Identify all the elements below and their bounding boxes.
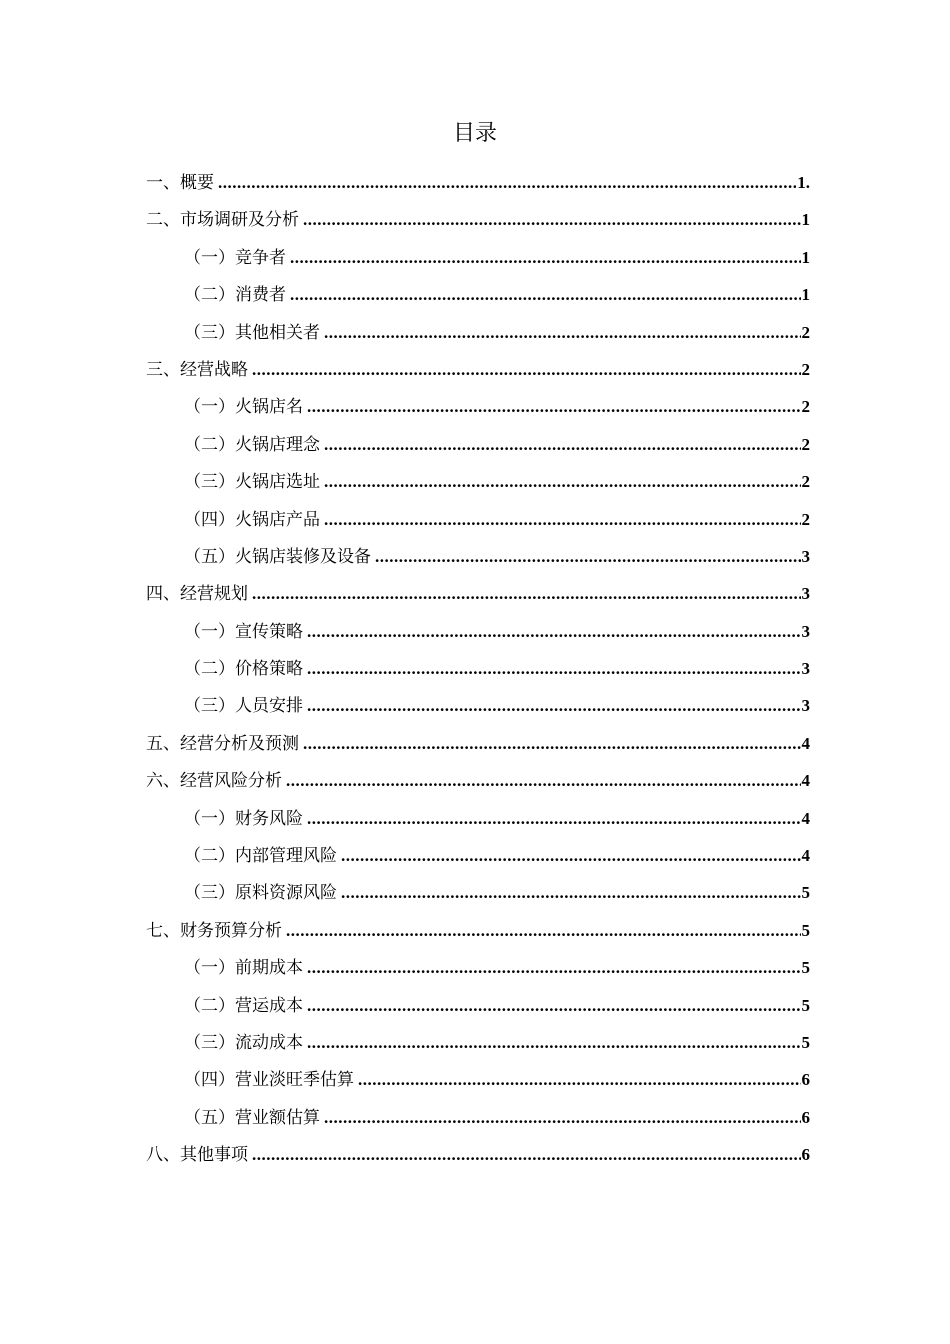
toc-entry[interactable] bbox=[146, 579, 810, 616]
toc-entry[interactable] bbox=[146, 953, 810, 990]
toc-leader-dots bbox=[252, 579, 801, 609]
toc-entry[interactable] bbox=[146, 467, 810, 504]
toc-entry-page-number: 6 bbox=[801, 1070, 810, 1090]
toc-leader-dots bbox=[286, 916, 801, 946]
toc-entry-label: （四）火锅店产品 bbox=[184, 509, 320, 530]
toc-leader-dots bbox=[375, 542, 801, 572]
toc-leader-dots bbox=[303, 205, 801, 235]
toc-leader-dots bbox=[286, 766, 801, 796]
toc-entry[interactable] bbox=[146, 318, 810, 355]
toc-leader-dots bbox=[307, 804, 801, 834]
toc-entry-label: 六、经营风险分析 bbox=[146, 771, 282, 792]
toc-entry-page-number: 3 bbox=[801, 659, 810, 679]
toc-entry-label: （四）营业淡旺季估算 bbox=[184, 1070, 354, 1091]
toc-entry-label: （二）火锅店理念 bbox=[184, 434, 320, 455]
toc-leader-dots bbox=[324, 505, 801, 535]
toc-entry-label: 七、财务预算分析 bbox=[146, 920, 282, 941]
toc-entry[interactable] bbox=[146, 1065, 810, 1102]
toc-entry-label: （三）火锅店选址 bbox=[184, 472, 320, 493]
toc-leader-dots bbox=[307, 392, 801, 422]
toc-entry[interactable] bbox=[146, 505, 810, 542]
toc-entry[interactable] bbox=[146, 430, 810, 467]
toc-entry-page-number: 5 bbox=[801, 883, 810, 903]
toc-entry-page-number: 5 bbox=[801, 995, 810, 1015]
toc-entry-label: （三）流动成本 bbox=[184, 1032, 303, 1053]
toc-entry-label: （一）宣传策略 bbox=[184, 621, 303, 642]
toc-entry-label: （五）火锅店装修及设备 bbox=[184, 546, 371, 567]
toc-entry-label: （一）前期成本 bbox=[184, 958, 303, 979]
toc-entry-label: （三）其他相关者 bbox=[184, 322, 320, 343]
toc-leader-dots bbox=[252, 1140, 801, 1170]
toc-leader-dots bbox=[324, 467, 801, 497]
toc-leader-dots bbox=[341, 841, 801, 871]
toc-leader-dots bbox=[252, 355, 801, 385]
toc-entry-page-number: 1 bbox=[801, 210, 810, 230]
toc-entry-page-number: 4 bbox=[801, 733, 810, 753]
toc-entry-label: 三、经营战略 bbox=[146, 359, 248, 380]
toc-leader-dots bbox=[324, 1103, 801, 1133]
toc-entry-page-number: 1 bbox=[801, 285, 810, 305]
toc-entry-label: （三）原料资源风险 bbox=[184, 883, 337, 904]
toc-entry-page-number: 4 bbox=[801, 771, 810, 791]
toc-entry-page-number: 2 bbox=[801, 472, 810, 492]
toc-entry[interactable] bbox=[146, 542, 810, 579]
toc-leader-dots bbox=[290, 280, 801, 310]
toc-entry[interactable] bbox=[146, 991, 810, 1028]
toc-leader-dots bbox=[341, 878, 801, 908]
toc-leader-dots bbox=[307, 1028, 801, 1058]
toc-entry-page-number: 1. bbox=[797, 173, 810, 192]
toc-leader-dots bbox=[324, 430, 801, 460]
toc-entry[interactable] bbox=[146, 392, 810, 429]
toc-entry-page-number: 3 bbox=[801, 621, 810, 641]
toc-leader-dots bbox=[307, 654, 801, 684]
toc-entry-page-number: 4 bbox=[801, 846, 810, 866]
toc-entry[interactable] bbox=[146, 205, 810, 242]
toc-entry-page-number: 3 bbox=[801, 546, 810, 566]
toc-entry-label: （一）竞争者 bbox=[184, 247, 286, 268]
toc-entry-page-number: 5 bbox=[801, 958, 810, 978]
toc-entry-label: 八、其他事项 bbox=[146, 1145, 248, 1166]
toc-entry-label: （二）内部管理风险 bbox=[184, 846, 337, 867]
toc-entry-page-number: 2 bbox=[801, 434, 810, 454]
page-title: 目录 bbox=[452, 121, 497, 146]
toc-entry-label: 五、经营分析及预测 bbox=[146, 733, 299, 754]
toc-entry-page-number: 4 bbox=[801, 808, 810, 828]
toc-leader-dots bbox=[307, 691, 801, 721]
toc-leader-dots bbox=[307, 991, 801, 1021]
toc-entry-label: 二、市场调研及分析 bbox=[146, 210, 299, 231]
toc-entry-page-number: 5 bbox=[801, 1032, 810, 1052]
toc-leader-dots bbox=[324, 318, 801, 348]
toc-entry-page-number: 2 bbox=[801, 397, 810, 417]
toc-entry-page-number: 6 bbox=[801, 1145, 810, 1165]
toc-entry-page-number: 3 bbox=[801, 696, 810, 716]
toc-entry[interactable] bbox=[146, 1140, 810, 1177]
toc-entry-label: 一、概要 bbox=[146, 173, 214, 193]
toc-leader-dots bbox=[358, 1065, 801, 1095]
toc-entry[interactable] bbox=[146, 617, 810, 654]
toc-entry-page-number: 2 bbox=[801, 509, 810, 529]
toc-entry-label: （一）财务风险 bbox=[184, 808, 303, 829]
toc-entry-label: （五）营业额估算 bbox=[184, 1107, 320, 1128]
table-of-contents bbox=[146, 168, 810, 1178]
toc-entry[interactable] bbox=[146, 654, 810, 691]
toc-entry-label: （三）人员安排 bbox=[184, 696, 303, 717]
toc-entry[interactable] bbox=[146, 766, 810, 803]
toc-entry[interactable] bbox=[146, 1028, 810, 1065]
toc-entry-label: （二）价格策略 bbox=[184, 659, 303, 680]
toc-entry-page-number: 3 bbox=[801, 584, 810, 604]
toc-entry-label: （一）火锅店名 bbox=[184, 397, 303, 418]
toc-leader-dots bbox=[303, 729, 801, 759]
toc-entry-label: （二）营运成本 bbox=[184, 995, 303, 1016]
toc-entry[interactable] bbox=[146, 280, 810, 317]
toc-entry[interactable] bbox=[146, 729, 810, 766]
toc-entry-page-number: 1 bbox=[801, 247, 810, 267]
toc-leader-dots bbox=[307, 617, 801, 647]
toc-entry-page-number: 5 bbox=[801, 920, 810, 940]
toc-entry[interactable] bbox=[146, 1103, 810, 1140]
toc-leader-dots bbox=[218, 168, 796, 198]
toc-entry[interactable] bbox=[146, 168, 810, 205]
toc-entry-label: 四、经营规划 bbox=[146, 584, 248, 605]
toc-entry-page-number: 2 bbox=[801, 359, 810, 379]
toc-entry-label: （二）消费者 bbox=[184, 285, 286, 306]
toc-entry-page-number: 2 bbox=[801, 322, 810, 342]
toc-leader-dots bbox=[307, 953, 801, 983]
toc-entry[interactable] bbox=[146, 355, 810, 392]
toc-leader-dots bbox=[290, 243, 801, 273]
toc-entry[interactable] bbox=[146, 804, 810, 841]
toc-entry[interactable] bbox=[146, 691, 810, 728]
toc-entry-page-number: 6 bbox=[801, 1107, 810, 1127]
toc-entry[interactable] bbox=[146, 878, 810, 915]
toc-entry[interactable] bbox=[146, 916, 810, 953]
toc-entry[interactable] bbox=[146, 841, 810, 878]
toc-entry[interactable] bbox=[146, 243, 810, 280]
